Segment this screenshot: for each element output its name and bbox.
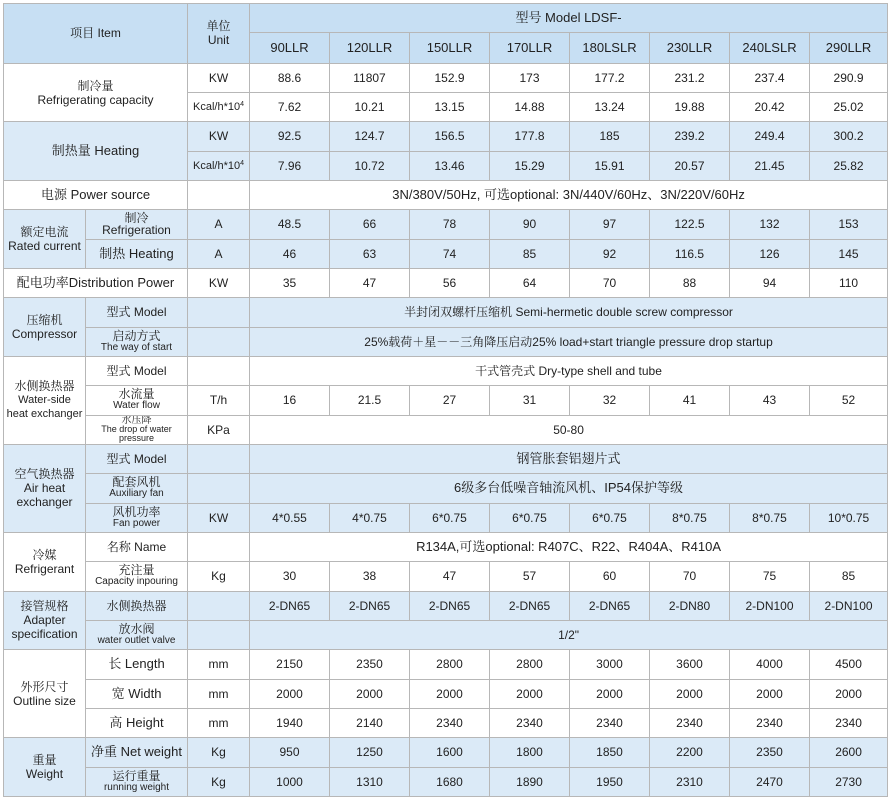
unit-cell: mm — [188, 650, 250, 679]
aux-fan-value: 6级多台低噪音轴流风机、IP54保护等级 — [250, 474, 888, 503]
unit-cell: A — [188, 239, 250, 268]
value-cell: 152.9 — [410, 63, 490, 92]
cooling-label-cn: 制冷量 — [77, 78, 114, 93]
height-label: 高 Height — [86, 708, 188, 737]
unit-cell — [188, 327, 250, 356]
value-cell: 75 — [730, 562, 810, 591]
value-cell: 8*0.75 — [730, 503, 810, 532]
value-cell: 32 — [570, 386, 650, 415]
air-hx-label-cn: 空气换热器 — [14, 467, 75, 482]
value-cell: 4*0.55 — [250, 503, 330, 532]
value-cell: 2800 — [410, 650, 490, 679]
value-cell: 1250 — [330, 738, 410, 767]
valve-label-en: water outlet valve — [97, 635, 176, 647]
value-cell: 25.82 — [810, 151, 888, 180]
value-cell: 110 — [810, 268, 888, 297]
value-cell: 31 — [490, 386, 570, 415]
spec-table — [3, 3, 888, 797]
value-cell: 2140 — [330, 708, 410, 737]
value-cell: 173 — [490, 63, 570, 92]
value-cell: 88 — [650, 268, 730, 297]
outline-label-cn: 外形尺寸 — [20, 679, 69, 694]
heating-label: 制热量 Heating — [4, 122, 188, 181]
unit-cell — [188, 444, 250, 473]
value-cell: 85 — [490, 239, 570, 268]
value-cell: 1600 — [410, 738, 490, 767]
value-cell: 1940 — [250, 708, 330, 737]
value-cell: 27 — [410, 386, 490, 415]
value-cell: 124.7 — [330, 122, 410, 151]
model-header: 230LLR — [650, 33, 730, 63]
value-cell: 300.2 — [810, 122, 888, 151]
value-cell: 132 — [730, 210, 810, 239]
value-cell: 47 — [330, 268, 410, 297]
value-cell: 2350 — [730, 738, 810, 767]
adapter-water-label: 水侧换热器 — [86, 591, 188, 620]
power-source-value: 3N/380V/50Hz, 可选optional: 3N/440V/60Hz、3N/220V/60Hz — [250, 180, 888, 209]
unit-cell: mm — [188, 708, 250, 737]
kcal-unit-base: Kcal/h*10 — [193, 101, 241, 114]
value-cell: 1000 — [250, 767, 330, 796]
compressor-model-row — [4, 298, 888, 327]
model-title: 型号 Model LDSF- — [250, 4, 888, 33]
aux-fan-label-en: Auxiliary fan — [109, 488, 164, 500]
cooling-kw-row — [4, 63, 888, 92]
value-cell: 15.91 — [570, 151, 650, 180]
unit-cell — [188, 591, 250, 620]
water-hx-model-value: 干式管壳式 Dry-type shell and tube — [250, 356, 888, 385]
water-drop-label-cn: 水压降 — [121, 415, 152, 427]
value-cell: 153 — [810, 210, 888, 239]
unit-cell: Kg — [188, 738, 250, 767]
adapter-label-cn: 接管规格 — [20, 599, 69, 614]
compressor-start-label — [86, 327, 188, 356]
value-cell: 4000 — [730, 650, 810, 679]
weight-label-en: Weight — [25, 767, 64, 782]
air-hx-model-row — [4, 444, 888, 473]
value-cell: 2350 — [330, 650, 410, 679]
water-hx-label-en2: heat exchanger — [6, 408, 83, 421]
value-cell: 10*0.75 — [810, 503, 888, 532]
value-cell: 14.88 — [490, 93, 570, 122]
value-cell: 3000 — [570, 650, 650, 679]
value-cell: 10.72 — [330, 151, 410, 180]
value-cell: 2000 — [490, 679, 570, 708]
refrigerant-label-cn: 冷媒 — [32, 547, 57, 562]
unit-cell: KW — [188, 503, 250, 532]
value-cell: 126 — [730, 239, 810, 268]
value-cell: 64 — [490, 268, 570, 297]
unit-cell: A — [188, 210, 250, 239]
value-cell: 239.2 — [650, 122, 730, 151]
value-cell: 2-DN65 — [330, 591, 410, 620]
value-cell: 2-DN65 — [410, 591, 490, 620]
rated-current-label-cn: 额定电流 — [20, 225, 69, 240]
value-cell: 88.6 — [250, 63, 330, 92]
value-cell: 1800 — [490, 738, 570, 767]
rated-current-heat-row — [4, 239, 888, 268]
value-cell: 13.15 — [410, 93, 490, 122]
unit-cell: Kg — [188, 767, 250, 796]
value-cell: 13.46 — [410, 151, 490, 180]
distribution-power-row — [4, 268, 888, 297]
unit-cell: Kg — [188, 562, 250, 591]
refrigerant-label — [4, 532, 86, 591]
net-weight-label: 净重 Net weight — [86, 738, 188, 767]
value-cell: 2340 — [730, 708, 810, 737]
refrig-label — [86, 210, 188, 239]
value-cell: 60 — [570, 562, 650, 591]
cooling-label — [4, 63, 188, 122]
heating-kw-row — [4, 122, 888, 151]
water-drop-label-en1: The drop of water — [101, 424, 172, 435]
value-cell: 43 — [730, 386, 810, 415]
unit-header — [188, 4, 250, 64]
value-cell: 2-DN80 — [650, 591, 730, 620]
value-cell: 2340 — [490, 708, 570, 737]
value-cell: 2150 — [250, 650, 330, 679]
value-cell: 2600 — [810, 738, 888, 767]
unit-cell — [188, 620, 250, 649]
length-label: 长 Length — [86, 650, 188, 679]
refrigerant-name-label: 名称 Name — [86, 532, 188, 561]
compressor-label — [4, 298, 86, 357]
value-cell: 6*0.75 — [410, 503, 490, 532]
value-cell: 2000 — [650, 679, 730, 708]
value-cell: 16 — [250, 386, 330, 415]
value-cell: 20.57 — [650, 151, 730, 180]
unit-cell: KW — [188, 268, 250, 297]
value-cell: 249.4 — [730, 122, 810, 151]
compressor-label-en: Compressor — [11, 327, 78, 342]
value-cell: 78 — [410, 210, 490, 239]
valve-label-cn: 放水阀 — [118, 622, 155, 637]
adapter-label — [4, 591, 86, 650]
water-drop-label-en2: pressure — [118, 433, 154, 444]
compressor-model-label: 型式 Model — [86, 298, 188, 327]
value-cell: 1680 — [410, 767, 490, 796]
water-drop-label — [86, 415, 188, 444]
value-cell: 15.29 — [490, 151, 570, 180]
value-cell: 2200 — [650, 738, 730, 767]
outline-label-en: Outline size — [13, 693, 76, 708]
value-cell: 290.9 — [810, 63, 888, 92]
value-cell: 237.4 — [730, 63, 810, 92]
value-cell: 2340 — [810, 708, 888, 737]
adapter-valve-row — [4, 620, 888, 649]
value-cell: 145 — [810, 239, 888, 268]
unit-cell — [188, 532, 250, 561]
unit-header-en: Unit — [207, 33, 230, 48]
weight-label — [4, 738, 86, 797]
rated-current-label — [4, 210, 86, 269]
value-cell: 2000 — [250, 679, 330, 708]
value-cell: 1950 — [570, 767, 650, 796]
model-header: 120LLR — [330, 33, 410, 63]
value-cell: 231.2 — [650, 63, 730, 92]
running-weight-row — [4, 767, 888, 796]
value-cell: 57 — [490, 562, 570, 591]
value-cell: 2470 — [730, 767, 810, 796]
value-cell: 4500 — [810, 650, 888, 679]
unit-cell — [188, 356, 250, 385]
charge-row — [4, 562, 888, 591]
kcal-unit-base: Kcal/h*10 — [193, 159, 241, 172]
header-row-1 — [4, 4, 888, 33]
value-cell: 66 — [330, 210, 410, 239]
value-cell: 20.42 — [730, 93, 810, 122]
value-cell: 70 — [650, 562, 730, 591]
model-header: 180LSLR — [570, 33, 650, 63]
model-header: 150LLR — [410, 33, 490, 63]
value-cell: 6*0.75 — [490, 503, 570, 532]
adapter-label-en2: specification — [11, 627, 78, 642]
charge-label — [86, 562, 188, 591]
value-cell: 48.5 — [250, 210, 330, 239]
value-cell: 52 — [810, 386, 888, 415]
value-cell: 177.2 — [570, 63, 650, 92]
water-drop-row — [4, 415, 888, 444]
unit-cell — [188, 93, 250, 122]
model-header: 170LLR — [490, 33, 570, 63]
refrigerant-name-row — [4, 532, 888, 561]
value-cell: 46 — [250, 239, 330, 268]
value-cell: 85 — [810, 562, 888, 591]
value-cell: 2340 — [410, 708, 490, 737]
distribution-power-label: 配电功率Distribution Power — [4, 268, 188, 297]
fan-power-row — [4, 503, 888, 532]
air-hx-label-en2: exchanger — [16, 495, 73, 510]
adapter-water-row — [4, 591, 888, 620]
aux-fan-row — [4, 474, 888, 503]
value-cell: 2000 — [330, 679, 410, 708]
unit-cell — [188, 151, 250, 180]
refrigerant-name-value: R134A,可选optional: R407C、R22、R404A、R410A — [250, 532, 888, 561]
adapter-label-en1: Adapter — [23, 613, 66, 628]
value-cell: 13.24 — [570, 93, 650, 122]
water-hx-model-label: 型式 Model — [86, 356, 188, 385]
value-cell: 7.62 — [250, 93, 330, 122]
value-cell: 2-DN100 — [730, 591, 810, 620]
weight-label-cn: 重量 — [32, 753, 57, 768]
width-row — [4, 679, 888, 708]
value-cell: 2730 — [810, 767, 888, 796]
net-weight-row — [4, 738, 888, 767]
value-cell: 950 — [250, 738, 330, 767]
value-cell: 2-DN65 — [250, 591, 330, 620]
aux-fan-label — [86, 474, 188, 503]
value-cell: 30 — [250, 562, 330, 591]
length-row — [4, 650, 888, 679]
width-label: 宽 Width — [86, 679, 188, 708]
water-flow-label-en: Water flow — [113, 400, 160, 412]
value-cell: 1890 — [490, 767, 570, 796]
value-cell: 2-DN100 — [810, 591, 888, 620]
refrigerant-label-en: Refrigerant — [14, 561, 75, 576]
kcal-unit-exp: 4 — [240, 159, 244, 167]
value-cell: 156.5 — [410, 122, 490, 151]
value-cell: 56 — [410, 268, 490, 297]
refrig-label-en: Refrigeration — [102, 223, 171, 238]
value-cell: 2000 — [410, 679, 490, 708]
water-flow-label — [86, 386, 188, 415]
unit-cell: mm — [188, 679, 250, 708]
value-cell: 2800 — [490, 650, 570, 679]
fan-power-label-en: Fan power — [112, 517, 161, 529]
charge-label-en: Capacity inpouring — [95, 576, 178, 588]
air-hx-model-value: 钢管胀套铝翅片式 — [250, 444, 888, 473]
unit-cell — [188, 474, 250, 503]
model-header: 290LLR — [810, 33, 888, 63]
value-cell: 94 — [730, 268, 810, 297]
value-cell: 63 — [330, 239, 410, 268]
value-cell: 90 — [490, 210, 570, 239]
water-hx-label-cn: 水侧换热器 — [14, 379, 75, 394]
value-cell: 2000 — [570, 679, 650, 708]
adapter-valve-value: 1/2" — [250, 620, 888, 649]
start-label-cn: 启动方式 — [112, 328, 161, 343]
value-cell: 4*0.75 — [330, 503, 410, 532]
value-cell: 21.45 — [730, 151, 810, 180]
value-cell: 3600 — [650, 650, 730, 679]
value-cell: 92 — [570, 239, 650, 268]
model-header: 240LSLR — [730, 33, 810, 63]
value-cell: 74 — [410, 239, 490, 268]
height-row — [4, 708, 888, 737]
air-hx-model-label: 型式 Model — [86, 444, 188, 473]
adapter-valve-label — [86, 620, 188, 649]
heat-label: 制热 Heating — [86, 239, 188, 268]
unit-cell: KW — [188, 63, 250, 92]
unit-cell — [188, 298, 250, 327]
value-cell: 1310 — [330, 767, 410, 796]
value-cell: 70 — [570, 268, 650, 297]
rated-current-refrig-row — [4, 210, 888, 239]
unit-header-cn: 单位 — [206, 19, 231, 34]
value-cell: 122.5 — [650, 210, 730, 239]
power-source-label: 电源 Power source — [4, 180, 188, 209]
value-cell: 41 — [650, 386, 730, 415]
value-cell: 2-DN65 — [490, 591, 570, 620]
cooling-label-en: Refrigerating capacity — [37, 92, 154, 107]
value-cell: 185 — [570, 122, 650, 151]
air-hx-label — [4, 444, 86, 532]
water-drop-value: 50-80 — [250, 415, 888, 444]
value-cell: 92.5 — [250, 122, 330, 151]
value-cell: 1850 — [570, 738, 650, 767]
value-cell: 25.02 — [810, 93, 888, 122]
value-cell: 8*0.75 — [650, 503, 730, 532]
value-cell: 2340 — [570, 708, 650, 737]
aux-fan-label-cn: 配套风机 — [112, 475, 161, 490]
running-weight-label-cn: 运行重量 — [112, 768, 161, 783]
rated-current-label-en: Rated current — [8, 239, 81, 254]
air-hx-label-en1: Air heat — [23, 481, 66, 496]
unit-cell: KPa — [188, 415, 250, 444]
fan-power-label — [86, 503, 188, 532]
value-cell: 35 — [250, 268, 330, 297]
charge-label-cn: 充注量 — [118, 563, 155, 578]
water-flow-label-cn: 水流量 — [118, 387, 155, 402]
running-weight-label — [86, 767, 188, 796]
compressor-start-value: 25%载荷＋星－－三角降压启动25% load+start triangle pressure drop startup — [250, 327, 888, 356]
water-hx-label-en1: Water-side — [18, 394, 71, 407]
kcal-unit-exp: 4 — [240, 101, 244, 109]
value-cell: 7.96 — [250, 151, 330, 180]
outline-label — [4, 650, 86, 738]
value-cell: 2-DN65 — [570, 591, 650, 620]
unit-cell — [188, 180, 250, 209]
running-weight-label-en: running weight — [103, 781, 170, 793]
compressor-label-cn: 压缩机 — [26, 313, 63, 328]
refrig-label-cn: 制冷 — [124, 211, 149, 226]
value-cell: 2340 — [650, 708, 730, 737]
value-cell: 116.5 — [650, 239, 730, 268]
value-cell: 177.8 — [490, 122, 570, 151]
value-cell: 47 — [410, 562, 490, 591]
value-cell: 11807 — [330, 63, 410, 92]
value-cell: 2000 — [810, 679, 888, 708]
item-header: 项目 Item — [4, 4, 188, 64]
value-cell: 2310 — [650, 767, 730, 796]
water-flow-row — [4, 386, 888, 415]
water-hx-model-row — [4, 356, 888, 385]
compressor-model-value: 半封闭双螺杆压缩机 Semi-hermetic double screw compressor — [250, 298, 888, 327]
model-header: 90LLR — [250, 33, 330, 63]
value-cell: 10.21 — [330, 93, 410, 122]
power-source-row — [4, 180, 888, 209]
water-hx-label — [4, 356, 86, 444]
unit-cell: KW — [188, 122, 250, 151]
compressor-start-row — [4, 327, 888, 356]
fan-power-label-cn: 风机功率 — [112, 504, 161, 519]
value-cell: 21.5 — [330, 386, 410, 415]
value-cell: 97 — [570, 210, 650, 239]
value-cell: 2000 — [730, 679, 810, 708]
value-cell: 38 — [330, 562, 410, 591]
start-label-en: The way of start — [100, 341, 173, 353]
value-cell: 19.88 — [650, 93, 730, 122]
value-cell: 6*0.75 — [570, 503, 650, 532]
unit-cell: T/h — [188, 386, 250, 415]
